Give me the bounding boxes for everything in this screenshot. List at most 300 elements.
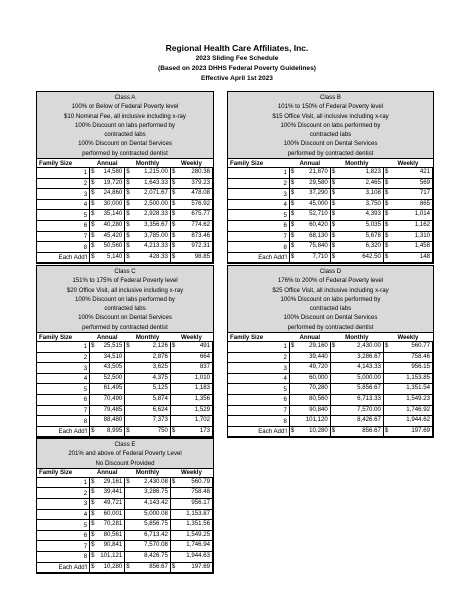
weekly-cell: [383, 395, 432, 406]
family-size-cell: 3: [228, 363, 289, 374]
table-row: [228, 210, 433, 221]
amount-value: 1,823: [365, 168, 381, 176]
family-size-cell: Each Add'l: [228, 426, 289, 437]
amount-value: 5,856.75: [144, 520, 168, 528]
annual-cell: [289, 242, 330, 253]
annual-cell: [90, 252, 125, 263]
family-size-cell: 1: [228, 342, 289, 353]
family-size-cell: 6: [37, 221, 90, 232]
schedule-title: 2023 Sliding Fee Schedule: [195, 55, 279, 62]
table-row: [37, 178, 213, 189]
amount-value: 1,351.54: [406, 384, 430, 392]
table-row: [228, 395, 433, 406]
dollar-sign: $: [384, 231, 389, 239]
class-description: [37, 439, 213, 469]
fee-table: [228, 333, 433, 437]
annual-cell: [90, 509, 125, 520]
monthly-cell: [330, 384, 383, 395]
dollar-sign: $: [126, 562, 130, 570]
dollar-sign: $: [331, 342, 336, 350]
family-size-cell: Each Add'l: [37, 426, 90, 437]
annual-cell: [90, 373, 125, 384]
table-row: [37, 242, 213, 253]
annual-cell: [289, 178, 330, 189]
dollar-sign: $: [290, 252, 295, 260]
dollar-sign: $: [384, 252, 389, 260]
weekly-cell: [170, 352, 212, 363]
amount-value: 1,162: [414, 221, 430, 229]
amount-value: 1,183: [194, 384, 210, 392]
class-desc-line: $20 Office Visit, all inclusive including x-ray: [66, 286, 184, 294]
family-size-cell: 3: [228, 189, 289, 200]
dollar-sign: $: [91, 477, 95, 485]
amount-value: 478.08: [191, 189, 210, 197]
class-a-box: [36, 91, 214, 264]
monthly-cell: [125, 342, 171, 353]
table-row: [37, 530, 213, 541]
amount-value: 1,529: [194, 405, 210, 413]
table-row: [37, 189, 213, 200]
class-title: Class B: [320, 94, 341, 101]
family-size-cell: 4: [228, 373, 289, 384]
monthly-cell: [125, 395, 171, 406]
amount-value: 70,281: [103, 520, 123, 528]
dollar-sign: $: [126, 210, 130, 218]
table-row: [37, 210, 213, 221]
weekly-cell: [170, 520, 212, 531]
weekly-cell: [170, 231, 212, 242]
dollar-sign: $: [91, 231, 95, 239]
amount-value: 856.67: [149, 562, 168, 570]
class-desc-line: 100% Discount on labs performed by: [75, 295, 175, 303]
amount-value: 1,215.00: [144, 168, 168, 176]
table-header-row: [37, 159, 213, 168]
dollar-sign: $: [126, 189, 130, 197]
monthly-cell: [125, 178, 171, 189]
col-weekly: Weekly: [170, 159, 212, 168]
dollar-sign: $: [91, 509, 95, 517]
weekly-cell: [383, 168, 432, 179]
amount-value: 1,549.23: [406, 395, 430, 403]
monthly-cell: [125, 405, 171, 416]
table-row: [37, 426, 213, 437]
monthly-cell: [330, 342, 383, 353]
dollar-sign: $: [171, 477, 176, 485]
dollar-sign: $: [91, 242, 95, 250]
monthly-cell: [330, 405, 383, 416]
dollar-sign: $: [384, 342, 389, 350]
amount-value: 148: [419, 252, 430, 260]
table-header-row: [228, 159, 433, 168]
dollar-sign: $: [91, 541, 95, 549]
annual-cell: [289, 426, 330, 437]
monthly-cell: [125, 488, 171, 499]
family-size-cell: 5: [228, 210, 289, 221]
table-row: [37, 395, 213, 406]
dollar-sign: $: [290, 168, 295, 176]
table-row: [37, 221, 213, 232]
amount-value: 2,465: [365, 178, 381, 186]
amount-value: 956.15: [411, 363, 430, 371]
annual-cell: [90, 168, 125, 179]
class-desc-line: 100% Discount on labs performed by: [280, 295, 381, 303]
dollar-sign: $: [171, 210, 176, 218]
dollar-sign: $: [91, 199, 95, 207]
weekly-cell: [170, 488, 212, 499]
annual-cell: [90, 405, 125, 416]
org-name: Regional Health Care Affiliates, Inc.: [165, 43, 309, 53]
amount-value: 1,643.33: [144, 178, 168, 186]
dollar-sign: $: [171, 426, 176, 434]
amount-value: 1,746.94: [186, 541, 210, 549]
family-size-cell: 2: [37, 178, 90, 189]
amount-value: 1,702: [194, 416, 210, 424]
monthly-cell: [125, 189, 171, 200]
amount-value: 10,280: [103, 562, 123, 570]
dollar-sign: $: [331, 426, 336, 434]
family-size-cell: 7: [37, 231, 90, 242]
amount-value: 1,549.25: [186, 530, 210, 538]
table-row: [37, 342, 213, 353]
family-size-cell: 6: [228, 395, 289, 406]
monthly-cell: [125, 541, 171, 552]
dollar-sign: $: [126, 231, 130, 239]
monthly-cell: [125, 499, 171, 510]
amount-value: 10,280: [309, 426, 328, 434]
amount-value: 569: [419, 178, 430, 186]
family-size-cell: 4: [37, 373, 90, 384]
family-size-cell: 7: [37, 541, 90, 552]
amount-value: 1,153.85: [406, 373, 430, 381]
weekly-cell: [170, 252, 212, 263]
amount-value: 6,624: [152, 405, 168, 413]
dollar-sign: $: [91, 520, 95, 528]
dollar-sign: $: [171, 562, 176, 570]
amount-value: 49,720: [309, 363, 328, 371]
weekly-cell: [383, 210, 432, 221]
annual-cell: [90, 416, 125, 427]
amount-value: 45,420: [103, 231, 123, 239]
amount-value: 19,720: [103, 178, 123, 186]
weekly-cell: [170, 426, 212, 437]
class-desc-line: performed by contracted dentist: [82, 149, 168, 157]
family-size-cell: 2: [37, 488, 90, 499]
table-row: [37, 363, 213, 374]
amount-value: 5,035: [365, 221, 381, 229]
monthly-cell: [125, 252, 171, 263]
amount-value: 5,678: [365, 231, 381, 239]
amount-value: 675.77: [191, 210, 210, 218]
amount-value: 837: [199, 363, 210, 371]
annual-cell: [90, 530, 125, 541]
annual-cell: [90, 477, 125, 488]
weekly-cell: [383, 178, 432, 189]
annual-cell: [90, 352, 125, 363]
dollar-sign: $: [384, 426, 389, 434]
amount-value: 75,840: [309, 242, 328, 250]
weekly-cell: [170, 189, 212, 200]
amount-value: 39,441: [103, 488, 123, 496]
monthly-cell: [330, 252, 383, 263]
fee-table: [37, 469, 213, 573]
family-size-cell: 2: [228, 352, 289, 363]
amount-value: 3,625: [152, 363, 168, 371]
family-size-cell: 5: [37, 384, 90, 395]
dollar-sign: $: [331, 231, 336, 239]
amount-value: 3,750: [365, 199, 381, 207]
table-row: [37, 541, 213, 552]
col-monthly: Monthly: [330, 159, 383, 168]
family-size-cell: 3: [37, 363, 90, 374]
amount-value: 52,500: [103, 373, 123, 381]
monthly-cell: [330, 416, 383, 427]
table-row: [37, 509, 213, 520]
annual-cell: [289, 395, 330, 406]
weekly-cell: [170, 242, 212, 253]
amount-value: 14,580: [103, 168, 123, 176]
dollar-sign: $: [171, 231, 176, 239]
amount-value: 758.48: [191, 488, 210, 496]
amount-value: 560.79: [191, 477, 210, 485]
amount-value: 50,560: [103, 242, 123, 250]
class-desc-line: $15 Office Visit, all inclusive including x-ray: [272, 112, 389, 120]
amount-value: 7,570.08: [144, 541, 168, 549]
family-size-cell: 4: [37, 199, 90, 210]
amount-value: 491: [199, 342, 210, 350]
class-e-box: [36, 438, 214, 574]
weekly-cell: [383, 199, 432, 210]
amount-value: 717: [419, 189, 430, 197]
monthly-cell: [330, 168, 383, 179]
dollar-sign: $: [384, 221, 389, 229]
effective-date: Effective April 1st 2023: [201, 75, 273, 82]
amount-value: 1,310: [414, 231, 430, 239]
weekly-cell: [383, 405, 432, 416]
dollar-sign: $: [331, 168, 336, 176]
dollar-sign: $: [384, 242, 389, 250]
amount-value: 49,721: [103, 499, 123, 507]
dollar-sign: $: [290, 231, 295, 239]
amount-value: 37,290: [309, 189, 328, 197]
amount-value: 90,841: [103, 541, 123, 549]
amount-value: 80,561: [103, 530, 123, 538]
table-header-row: [37, 469, 213, 478]
dollar-sign: $: [126, 178, 130, 186]
dollar-sign: $: [290, 242, 295, 250]
amount-value: 29,160: [309, 342, 328, 350]
monthly-cell: [125, 552, 171, 563]
family-size-cell: 6: [37, 395, 90, 406]
amount-value: 29,161: [103, 477, 123, 485]
amount-value: 88,480: [103, 416, 123, 424]
table-row: [37, 373, 213, 384]
amount-value: 60,420: [309, 221, 328, 229]
weekly-cell: [170, 384, 212, 395]
amount-value: 956.17: [191, 499, 210, 507]
table-row: [37, 552, 213, 563]
weekly-cell: [170, 541, 212, 552]
class-desc-line: 100% or Below of Federal Poverty level: [71, 103, 179, 111]
annual-cell: [289, 416, 330, 427]
monthly-cell: [125, 520, 171, 531]
col-family-size: Family Size: [37, 333, 90, 342]
amount-value: 4,143.42: [144, 499, 168, 507]
annual-cell: [289, 199, 330, 210]
table-row: [228, 221, 433, 232]
amount-value: 1,458: [414, 242, 430, 250]
class-desc-line: 100% Discount on Dental Services: [283, 140, 378, 148]
weekly-cell: [170, 405, 212, 416]
dollar-sign: $: [171, 178, 176, 186]
amount-value: 60,000: [309, 373, 328, 381]
dollar-sign: $: [91, 426, 95, 434]
amount-value: 2,928.33: [144, 210, 168, 218]
amount-value: 5,000.08: [144, 509, 168, 517]
table-row: [228, 363, 433, 374]
dollar-sign: $: [91, 178, 95, 186]
weekly-cell: [383, 189, 432, 200]
annual-cell: [90, 178, 125, 189]
dollar-sign: $: [384, 178, 389, 186]
amount-value: 70,490: [103, 395, 123, 403]
amount-value: 5,125: [152, 384, 168, 392]
amount-value: 2,126: [152, 342, 168, 350]
weekly-cell: [170, 416, 212, 427]
amount-value: 70,280: [309, 384, 328, 392]
monthly-cell: [330, 426, 383, 437]
table-row: [37, 252, 213, 263]
class-desc-line: performed by contracted dentist: [287, 149, 374, 157]
class-desc-line: performed by contracted dentist: [287, 323, 374, 331]
family-size-cell: 8: [228, 242, 289, 253]
class-description: [228, 266, 433, 333]
annual-cell: [289, 373, 330, 384]
monthly-cell: [125, 477, 171, 488]
amount-value: 428.33: [149, 252, 168, 260]
monthly-cell: [125, 530, 171, 541]
monthly-cell: [125, 509, 171, 520]
amount-value: 2,071.67: [144, 189, 168, 197]
dollar-sign: $: [290, 210, 295, 218]
family-size-cell: 4: [228, 199, 289, 210]
amount-value: 2,876: [152, 352, 168, 360]
monthly-cell: [125, 363, 171, 374]
annual-cell: [289, 384, 330, 395]
dollar-sign: $: [91, 221, 95, 229]
family-size-cell: 7: [228, 231, 289, 242]
table-row: [37, 562, 213, 573]
dollar-sign: $: [171, 252, 176, 260]
amount-value: 280.38: [191, 168, 210, 176]
family-size-cell: Each Add'l: [37, 562, 90, 573]
amount-value: 3,286.75: [144, 488, 168, 496]
amount-value: 5,874: [152, 395, 168, 403]
fee-table: [37, 333, 213, 437]
amount-value: 7,570.00: [357, 405, 381, 413]
amount-value: 379.23: [191, 178, 210, 186]
annual-cell: [289, 221, 330, 232]
amount-value: 1,014: [414, 210, 430, 218]
dollar-sign: $: [126, 199, 130, 207]
amount-value: 4,213.33: [144, 242, 168, 250]
amount-value: 60,001: [103, 509, 123, 517]
dollar-sign: $: [331, 210, 336, 218]
dollar-sign: $: [171, 342, 176, 350]
table-row: [228, 178, 433, 189]
amount-value: 3,785.00: [144, 231, 168, 239]
amount-value: 642.50: [362, 252, 381, 260]
class-c-box: [36, 265, 214, 438]
weekly-cell: [383, 384, 432, 395]
class-desc-line: 100% Discount on Dental Services: [283, 314, 378, 322]
weekly-cell: [170, 509, 212, 520]
family-size-cell: 3: [37, 189, 90, 200]
family-size-cell: Each Add'l: [228, 252, 289, 263]
annual-cell: [289, 168, 330, 179]
dollar-sign: $: [91, 488, 95, 496]
table-row: [228, 426, 433, 437]
annual-cell: [90, 242, 125, 253]
dollar-sign: $: [290, 221, 295, 229]
annual-cell: [90, 384, 125, 395]
monthly-cell: [330, 352, 383, 363]
col-annual: Annual: [289, 333, 330, 342]
weekly-cell: [383, 342, 432, 353]
monthly-cell: [125, 416, 171, 427]
col-monthly: Monthly: [125, 469, 171, 478]
col-monthly: Monthly: [125, 333, 171, 342]
annual-cell: [289, 352, 330, 363]
weekly-cell: [170, 499, 212, 510]
family-size-cell: 7: [37, 405, 90, 416]
amount-value: 4,143.33: [357, 363, 381, 371]
dollar-sign: $: [91, 210, 95, 218]
dollar-sign: $: [290, 342, 295, 350]
amount-value: 1,944.63: [186, 552, 210, 560]
col-monthly: Monthly: [330, 333, 383, 342]
monthly-cell: [125, 231, 171, 242]
dollar-sign: $: [91, 530, 95, 538]
table-row: [37, 231, 213, 242]
dollar-sign: $: [126, 426, 130, 434]
col-weekly: Weekly: [383, 333, 432, 342]
class-desc-line: 176% to 200% of Federal Poverty level: [277, 277, 384, 285]
dollar-sign: $: [126, 342, 130, 350]
family-size-cell: 6: [37, 530, 90, 541]
class-desc-line: contracted labs: [104, 131, 146, 139]
class-desc-line: 100% Discount on Dental Services: [78, 314, 172, 322]
amount-value: 68,130: [309, 231, 328, 239]
dollar-sign: $: [331, 199, 336, 207]
fee-table: [228, 159, 433, 263]
dollar-sign: $: [126, 477, 130, 485]
table-row: [37, 499, 213, 510]
class-description: [37, 266, 213, 333]
dollar-sign: $: [91, 499, 95, 507]
table-row: [228, 189, 433, 200]
family-size-cell: 5: [228, 384, 289, 395]
weekly-cell: [170, 342, 212, 353]
amount-value: 3,108: [365, 189, 381, 197]
amount-value: 197.69: [191, 562, 210, 570]
col-annual: Annual: [90, 333, 125, 342]
amount-value: 24,860: [103, 189, 123, 197]
amount-value: 972.31: [191, 242, 210, 250]
class-desc-line: performed by contracted dentist: [82, 323, 168, 331]
dollar-sign: $: [91, 168, 95, 176]
amount-value: 6,713.42: [144, 530, 168, 538]
table-row: [228, 416, 433, 427]
